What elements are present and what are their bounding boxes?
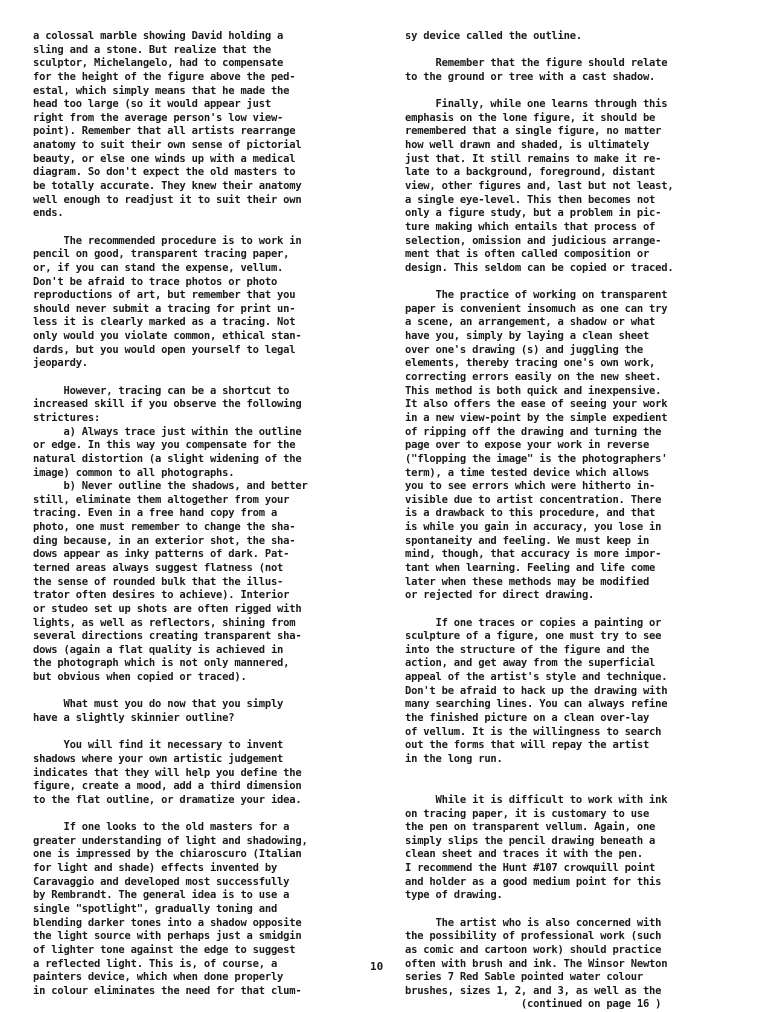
text-line: for light and shade) effects invented by	[33, 862, 278, 875]
text-line: less it is clearly marked as a tracing. Not	[33, 316, 296, 329]
text-line: correcting errors easily on the new sheet.	[405, 371, 662, 384]
text-line: for the height of the figure above the ped-	[33, 70, 296, 83]
text-line: should never submit a tracing for print un-	[33, 302, 296, 315]
text-line: by Rembrandt. The general idea is to use a	[33, 889, 290, 902]
text-line: into the structure of the figure and the	[405, 643, 650, 656]
text-line: pencil on good, transparent tracing paper,	[33, 248, 290, 261]
text-line: anatomy to suit their own sense of pictorial	[33, 139, 302, 152]
text-line: It also offers the ease of seeing your work	[405, 398, 668, 411]
text-line: the possibility of professional work (such	[405, 930, 662, 943]
text-line: over one's drawing (s) and juggling the	[405, 343, 643, 356]
text-line: jeopardy.	[33, 357, 88, 370]
text-line: reproductions of art, but remember that you	[33, 289, 296, 302]
text-line: and holder as a good medium point for this	[405, 875, 662, 888]
text-line: often with brush and ink. The Winsor Newton	[405, 957, 668, 970]
text-line: natural distortion (a slight widening of the	[33, 452, 302, 465]
text-line: just that. It still remains to make it re-	[405, 152, 662, 165]
text-line: greater understanding of light and shadowing,	[33, 834, 308, 847]
text-line: late to a background, foreground, distant	[405, 166, 656, 179]
text-line: increased skill if you observe the following	[33, 398, 302, 411]
text-line: a colossal marble showing David holding a	[33, 30, 284, 42]
text-line: While it is difficult to work with ink	[405, 793, 668, 806]
text-line: is a drawback to this procedure, and that	[405, 507, 656, 520]
text-line: have a slightly skinnier outline?	[33, 712, 235, 725]
text-line: of lighter tone against the edge to suggest	[33, 943, 296, 956]
text-line: sling and a stone. But realize that the	[33, 43, 271, 56]
text-line: a scene, an arrangement, a shadow or what	[405, 316, 656, 329]
text-line	[405, 767, 750, 781]
text-line: indicates that they will help you define the	[33, 766, 302, 779]
text-line	[33, 221, 378, 235]
text-line: Caravaggio and developed most successfully	[33, 875, 290, 888]
text-line: still, eliminate them altogether from your	[33, 493, 290, 506]
text-line: lights, as well as reflectors, shining from	[33, 616, 296, 629]
text-line: how well drawn and shaded, is ultimately	[405, 139, 650, 152]
text-line: terned areas always suggest flatness (not	[33, 561, 284, 574]
text-line: image) common to all photographs.	[33, 466, 235, 479]
text-line: well enough to readjust it to suit their own	[33, 193, 302, 206]
text-line: selection, omission and judicious arrange-	[405, 234, 662, 247]
text-line: series 7 Red Sable pointed water colour	[405, 971, 643, 984]
text-line: emphasis on the lone figure, it should be	[405, 111, 656, 124]
left-column	[33, 30, 378, 998]
page-number: 10	[370, 960, 384, 973]
text-line: strictures:	[33, 411, 101, 424]
text-line: tracing. Even in a free hand copy from a	[33, 507, 278, 520]
text-line: head too large (so it would appear just	[33, 98, 271, 111]
text-line: to the flat outline, or dramatize your idea.	[33, 793, 302, 806]
text-line: point). Remember that all artists rearrange	[33, 125, 296, 138]
text-line: as comic and cartoon work) should practice	[405, 943, 662, 956]
text-line: you to see errors which were hitherto in-	[405, 480, 656, 493]
text-line: ture making which entails that process of	[405, 220, 656, 233]
text-line: The recommended procedure is to work in	[33, 234, 302, 247]
text-line: paper is convenient insomuch as one can try	[405, 302, 668, 315]
text-line: one is impressed by the chiaroscuro (Italian	[33, 848, 302, 861]
text-line: of vellum. It is the willingness to search	[405, 725, 662, 738]
text-line: blending darker tones into a shadow opposite	[33, 916, 302, 929]
text-line: The artist who is also concerned with	[405, 916, 662, 929]
text-line: remembered that a single figure, no matter	[405, 125, 662, 138]
text-line: visible due to artist concentration. There	[405, 493, 662, 506]
text-line: term), a time tested device which allows	[405, 466, 650, 479]
text-line: trator often desires to achieve). Interior	[33, 589, 290, 602]
text-line: or edge. In this way you compensate for the	[33, 439, 296, 452]
text-line: Remember that the figure should relate	[405, 57, 668, 70]
text-line: dows appear as inky patterns of dark. Pat-	[33, 548, 290, 561]
text-line	[33, 808, 378, 822]
text-line: or studeo set up shots are often rigged with	[33, 602, 302, 615]
text-line: photo, one must remember to change the sha-	[33, 521, 296, 534]
text-line: out the forms that will repay the artist	[405, 739, 650, 752]
text-line: sculptor, Michelangelo, had to compensate	[33, 57, 284, 70]
text-line: ("flopping the image" is the photographers'	[405, 452, 668, 465]
text-line: This method is both quick and inexpensive.	[405, 384, 662, 397]
text-line: only a figure study, but a problem in pic-	[405, 207, 662, 220]
text-line: a reflected light. This is, of course, a	[33, 957, 278, 970]
text-line: a single eye-level. This then becomes not	[405, 193, 656, 206]
text-line: type of drawing.	[405, 889, 503, 902]
text-line: If one looks to the old masters for a	[33, 821, 290, 834]
text-line: sculpture of a figure, one must try to see	[405, 630, 662, 643]
text-line: Don't be afraid to hack up the drawing with	[405, 684, 668, 697]
text-line: estal, which simply means that he made the	[33, 84, 290, 97]
text-line: beauty, or else one winds up with a medical	[33, 152, 296, 165]
text-line: a) Always trace just within the outline	[33, 425, 302, 438]
text-line: design. This seldom can be copied or traced.	[405, 261, 674, 274]
text-line: in a new view-point by the simple expedient	[405, 411, 668, 424]
text-line: only would you violate common, ethical stan-	[33, 330, 302, 343]
text-line: elements, thereby tracing one's own work,	[405, 357, 656, 370]
text-line: is while you gain in accuracy, you lose in	[405, 521, 662, 534]
text-line: single "spotlight", gradually toning and	[33, 903, 278, 915]
text-line: tant when learning. Feeling and life come	[405, 561, 656, 574]
text-line: ends.	[33, 207, 64, 220]
text-line: or, if you can stand the expense, vellum.	[33, 261, 284, 274]
text-line: several directions creating transparent sha-	[33, 630, 302, 643]
right-column	[405, 30, 750, 1012]
text-line: What must you do now that you simply	[33, 698, 284, 711]
text-line: action, and get away from the superficial	[405, 657, 656, 670]
text-line	[33, 726, 378, 740]
text-line: clean sheet and traces it with the pen.	[405, 848, 643, 861]
text-line: b) Never outline the shadows, and better	[33, 480, 308, 493]
text-line: If one traces or copies a painting or	[405, 616, 662, 629]
text-line: the pen on transparent vellum. Again, one	[405, 821, 656, 834]
text-line: ding because, in an exterior shot, the sha-	[33, 534, 296, 547]
text-line: the finished picture on a clean over-lay	[405, 712, 650, 725]
text-line: brushes, sizes 1, 2, and 3, as well as the	[405, 984, 662, 997]
text-line: the photograph which is not only mannered,	[33, 657, 290, 670]
text-line: painters device, which when done properly	[33, 971, 284, 984]
text-line: Don't be afraid to trace photos or photo	[33, 275, 278, 288]
text-line: ment that is often called composition or	[405, 248, 650, 261]
text-line: simply slips the pencil drawing beneath a	[405, 834, 656, 847]
text-line	[33, 371, 378, 385]
text-line	[405, 903, 750, 917]
text-line: (continued on page 16 )	[405, 998, 662, 1011]
text-line: Finally, while one learns through this	[405, 98, 668, 111]
text-line: on tracing paper, it is customary to use	[405, 807, 650, 820]
text-line: dows (again a flat quality is achieved in	[33, 643, 284, 656]
text-line	[405, 780, 750, 794]
text-line: view, other figures and, last but not least,	[405, 180, 674, 193]
text-line	[33, 685, 378, 699]
text-line: dards, but you would open yourself to legal	[33, 343, 296, 356]
text-line: page over to expose your work in reverse	[405, 439, 650, 452]
text-line: The practice of working on transparent	[405, 289, 668, 302]
text-line: figure, create a mood, add a third dimension	[33, 780, 302, 793]
text-line: appeal of the artist's style and technique.	[405, 671, 668, 684]
text-line: You will find it necessary to invent	[33, 739, 284, 752]
text-line: have you, simply by laying a clean sheet	[405, 330, 650, 343]
text-line: diagram. So don't expect the old masters to	[33, 166, 296, 179]
text-line: or rejected for direct drawing.	[405, 589, 595, 602]
text-line: the sense of rounded bulk that the illus-	[33, 575, 284, 588]
text-line: mind, though, that accuracy is more impor-	[405, 548, 662, 561]
text-line: shadows where your own artistic judgement	[33, 752, 284, 765]
text-line: of ripping off the drawing and turning the	[405, 425, 662, 438]
text-line	[405, 276, 750, 290]
text-line: right from the average person's low view-	[33, 111, 284, 124]
text-line	[405, 44, 750, 58]
text-line: I recommend the Hunt #107 crowquill point	[405, 862, 656, 875]
text-line: later when these methods may be modified	[405, 575, 650, 588]
text-line: in colour eliminates the need for that clum-	[33, 984, 302, 997]
text-line: but obvious when copied or traced).	[33, 671, 247, 684]
text-line: in the long run.	[405, 752, 503, 765]
text-line: spontaneity and feeling. We must keep in	[405, 534, 650, 547]
text-line: many searching lines. You can always refine	[405, 698, 668, 711]
text-line: sy device called the outline.	[405, 30, 582, 42]
text-line: to the ground or tree with a cast shadow.	[405, 70, 656, 83]
text-line: be totally accurate. They knew their anatomy	[33, 180, 302, 193]
text-line	[405, 603, 750, 617]
text-line: However, tracing can be a shortcut to	[33, 384, 290, 397]
text-line	[405, 85, 750, 99]
text-line: the light source with perhaps just a smidgin	[33, 930, 302, 943]
